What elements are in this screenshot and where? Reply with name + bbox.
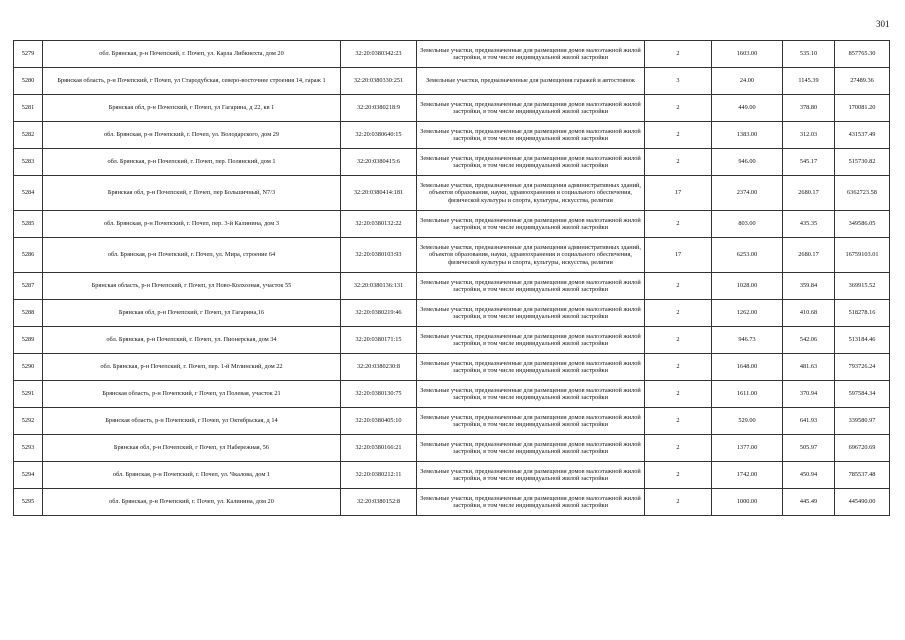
land-use-cell: Земельные участки, предназначенные для размещения домов малоэтажной жилой застройки, в том числе индивидуальной жилой застройки	[417, 273, 645, 300]
land-use-cell: Земельные участки, предназначенные для размещения административных зданий, объектов образования, науки, здравоохранения и социального обеспечения, физической культуры и спорта, культуры, искусства, религии	[417, 238, 645, 273]
cadastral-number-cell: 32:20:0380136:131	[341, 273, 417, 300]
table-row	[14, 41, 890, 68]
land-use-cell: Земельные участки, предназначенные для размещения домов малоэтажной жилой застройки, в том числе индивидуальной жилой застройки	[417, 211, 645, 238]
area-cell: 1648.00	[712, 354, 783, 381]
cadastral-value-cell: 349586.05	[835, 211, 890, 238]
specific-value-cell: 445.49	[783, 489, 835, 516]
use-group-cell: 2	[645, 273, 712, 300]
area-cell: 1000.00	[712, 489, 783, 516]
address-cell: Брянская обл, р-н Почепский, г Почеп, ул Гагарина, д 22, кв 1	[43, 95, 341, 122]
cadastral-number-cell: 32:20:0380415:6	[341, 149, 417, 176]
specific-value-cell: 435.35	[783, 211, 835, 238]
specific-value-cell: 410.68	[783, 300, 835, 327]
cadastral-number-cell: 32:20:0380640:15	[341, 122, 417, 149]
specific-value-cell: 359.84	[783, 273, 835, 300]
cadastral-value-cell: 27489.36	[835, 68, 890, 95]
address-cell: Брянская обл, р-н Почепский, г Почеп, ул Гагарина,16	[43, 300, 341, 327]
row-number-cell: 5280	[14, 68, 43, 95]
row-number-cell: 5295	[14, 489, 43, 516]
specific-value-cell: 535.10	[783, 41, 835, 68]
land-use-cell: Земельные участки, предназначенные для размещения гаражей и автостоянок	[417, 68, 645, 95]
use-group-cell: 2	[645, 489, 712, 516]
cadastral-value-cell: 515730.82	[835, 149, 890, 176]
cadastral-number-cell: 32:20:0380405:10	[341, 408, 417, 435]
table-row	[14, 354, 890, 381]
address-cell: обл. Брянская, р-н Почепский, г. Почеп, ул. Володарского, дом 29	[43, 122, 341, 149]
address-cell: Брянская область, р-н Почепский, г Почеп, ул Ново-Колхозная, участок 55	[43, 273, 341, 300]
row-number-cell: 5282	[14, 122, 43, 149]
land-use-cell: Земельные участки, предназначенные для размещения домов малоэтажной жилой застройки, в том числе индивидуальной жилой застройки	[417, 435, 645, 462]
use-group-cell: 2	[645, 122, 712, 149]
use-group-cell: 2	[645, 149, 712, 176]
specific-value-cell: 1145.39	[783, 68, 835, 95]
cadastral-number-cell: 32:20:0380166:21	[341, 435, 417, 462]
row-number-cell: 5284	[14, 176, 43, 211]
use-group-cell: 3	[645, 68, 712, 95]
use-group-cell: 2	[645, 211, 712, 238]
cadastral-number-cell: 32:20:0380230:8	[341, 354, 417, 381]
address-cell: Брянская область, р-н Почепский, г Почеп, ул Полевая, участок 21	[43, 381, 341, 408]
cadastral-value-cell: 857765.30	[835, 41, 890, 68]
cadastral-number-cell: 32:20:0380330:251	[341, 68, 417, 95]
specific-value-cell: 370.94	[783, 381, 835, 408]
cadastral-value-cell: 518278.16	[835, 300, 890, 327]
cadastral-value-cell: 6362723.58	[835, 176, 890, 211]
cadastral-value-cell: 785537.48	[835, 462, 890, 489]
address-cell: обл. Брянская, р-н Почепский, г. Почеп, ул. Мира, строение 64	[43, 238, 341, 273]
area-cell: 1611.00	[712, 381, 783, 408]
row-number-cell: 5281	[14, 95, 43, 122]
area-cell: 1603.00	[712, 41, 783, 68]
address-cell: обл. Брянская, р-н Почепский, г. Почеп, ул. Чкалова, дом 1	[43, 462, 341, 489]
specific-value-cell: 2680.17	[783, 238, 835, 273]
table-row	[14, 68, 890, 95]
cadastral-value-cell: 696720.69	[835, 435, 890, 462]
address-cell: обл. Брянская, р-н Почепский, г. Почеп, пер. 1-й Мглинский, дом 22	[43, 354, 341, 381]
area-cell: 449.00	[712, 95, 783, 122]
cadastral-number-cell: 32:20:0380219:46	[341, 300, 417, 327]
table-row	[14, 381, 890, 408]
specific-value-cell: 378.80	[783, 95, 835, 122]
table-row	[14, 300, 890, 327]
cadastral-number-cell: 32:20:0380103:93	[341, 238, 417, 273]
table-row	[14, 122, 890, 149]
use-group-cell: 2	[645, 408, 712, 435]
land-use-cell: Земельные участки, предназначенные для размещения домов малоэтажной жилой застройки, в том числе индивидуальной жилой застройки	[417, 489, 645, 516]
land-use-cell: Земельные участки, предназначенные для размещения домов малоэтажной жилой застройки, в том числе индивидуальной жилой застройки	[417, 95, 645, 122]
land-use-cell: Земельные участки, предназначенные для размещения домов малоэтажной жилой застройки, в том числе индивидуальной жилой застройки	[417, 41, 645, 68]
area-cell: 1377.00	[712, 435, 783, 462]
use-group-cell: 2	[645, 41, 712, 68]
specific-value-cell: 641.93	[783, 408, 835, 435]
row-number-cell: 5290	[14, 354, 43, 381]
cadastral-value-cell: 597584.34	[835, 381, 890, 408]
row-number-cell: 5279	[14, 41, 43, 68]
use-group-cell: 2	[645, 381, 712, 408]
address-cell: Брянская область, р-н Почепский, г Почеп, ул Стародубская, северо-восточнее строения 14, гараж 1	[43, 68, 341, 95]
land-use-cell: Земельные участки, предназначенные для размещения домов малоэтажной жилой застройки, в том числе индивидуальной жилой застройки	[417, 462, 645, 489]
specific-value-cell: 2680.17	[783, 176, 835, 211]
area-cell: 2374.00	[712, 176, 783, 211]
land-use-cell: Земельные участки, предназначенные для размещения домов малоэтажной жилой застройки, в том числе индивидуальной жилой застройки	[417, 408, 645, 435]
area-cell: 1383.00	[712, 122, 783, 149]
table-row	[14, 211, 890, 238]
address-cell: Брянская обл, р-н Почепский, г Почеп, ул Набережная, 56	[43, 435, 341, 462]
cadastral-value-cell: 431537.49	[835, 122, 890, 149]
row-number-cell: 5292	[14, 408, 43, 435]
specific-value-cell: 542.06	[783, 327, 835, 354]
row-number-cell: 5291	[14, 381, 43, 408]
address-cell: обл. Брянская, р-н Почепский, г. Почеп, ул. Карла Либкнехта, дом 20	[43, 41, 341, 68]
cadastral-number-cell: 32:20:0380342:23	[341, 41, 417, 68]
use-group-cell: 17	[645, 176, 712, 211]
use-group-cell: 2	[645, 327, 712, 354]
use-group-cell: 2	[645, 462, 712, 489]
row-number-cell: 5293	[14, 435, 43, 462]
table-row	[14, 273, 890, 300]
cadastral-number-cell: 32:20:0380414:181	[341, 176, 417, 211]
cadastral-value-cell: 16759103.01	[835, 238, 890, 273]
specific-value-cell: 545.17	[783, 149, 835, 176]
land-use-cell: Земельные участки, предназначенные для размещения домов малоэтажной жилой застройки, в том числе индивидуальной жилой застройки	[417, 149, 645, 176]
area-cell: 803.00	[712, 211, 783, 238]
land-use-cell: Земельные участки, предназначенные для размещения домов малоэтажной жилой застройки, в том числе индивидуальной жилой застройки	[417, 354, 645, 381]
row-number-cell: 5285	[14, 211, 43, 238]
land-use-cell: Земельные участки, предназначенные для размещения административных зданий, объектов образования, науки, здравоохранения и социального обеспечения, физической культуры и спорта, культуры, искусства, религии	[417, 176, 645, 211]
use-group-cell: 2	[645, 95, 712, 122]
address-cell: Брянская область, р-н Почепский, г Почеп, ул Октябрьская, д 14	[43, 408, 341, 435]
cadastral-value-cell: 170081.20	[835, 95, 890, 122]
row-number-cell: 5283	[14, 149, 43, 176]
specific-value-cell: 450.94	[783, 462, 835, 489]
table-row	[14, 435, 890, 462]
area-cell: 946.00	[712, 149, 783, 176]
table-row	[14, 176, 890, 211]
cadastral-number-cell: 32:20:0380132:22	[341, 211, 417, 238]
area-cell: 946.73	[712, 327, 783, 354]
cadastral-value-cell: 339580.97	[835, 408, 890, 435]
cadastral-number-cell: 32:20:0380152:8	[341, 489, 417, 516]
area-cell: 529.00	[712, 408, 783, 435]
row-number-cell: 5294	[14, 462, 43, 489]
area-cell: 6253.00	[712, 238, 783, 273]
table-row	[14, 149, 890, 176]
area-cell: 1742.00	[712, 462, 783, 489]
table-body	[14, 41, 890, 516]
area-cell: 24.00	[712, 68, 783, 95]
area-cell: 1028.00	[712, 273, 783, 300]
land-use-cell: Земельные участки, предназначенные для размещения домов малоэтажной жилой застройки, в том числе индивидуальной жилой застройки	[417, 300, 645, 327]
cadastral-value-cell: 369915.52	[835, 273, 890, 300]
use-group-cell: 17	[645, 238, 712, 273]
specific-value-cell: 312.03	[783, 122, 835, 149]
use-group-cell: 2	[645, 354, 712, 381]
table-row	[14, 408, 890, 435]
cadastral-number-cell: 32:20:0380212:11	[341, 462, 417, 489]
land-use-cell: Земельные участки, предназначенные для размещения домов малоэтажной жилой застройки, в том числе индивидуальной жилой застройки	[417, 122, 645, 149]
area-cell: 1262.00	[712, 300, 783, 327]
address-cell: обл. Брянская, р-н Почепский, г. Почеп, ул. Калинина, дом 20	[43, 489, 341, 516]
table-row	[14, 327, 890, 354]
address-cell: обл. Брянская, р-н Почепский, г. Почеп, ул. Пионерская, дом 34	[43, 327, 341, 354]
cadastral-value-cell: 445490.00	[835, 489, 890, 516]
land-use-cell: Земельные участки, предназначенные для размещения домов малоэтажной жилой застройки, в том числе индивидуальной жилой застройки	[417, 327, 645, 354]
cadastral-register-table	[13, 40, 890, 516]
specific-value-cell: 481.63	[783, 354, 835, 381]
row-number-cell: 5286	[14, 238, 43, 273]
row-number-cell: 5288	[14, 300, 43, 327]
address-cell: обл. Брянская, р-н Почепский, г. Почеп, пер. Полянский, дом 1	[43, 149, 341, 176]
table-row	[14, 238, 890, 273]
use-group-cell: 2	[645, 300, 712, 327]
use-group-cell: 2	[645, 435, 712, 462]
table-row	[14, 489, 890, 516]
cadastral-value-cell: 793726.24	[835, 354, 890, 381]
address-cell: Брянская обл, р-н Почепский, г Почеп, пер Большичный, N7/3	[43, 176, 341, 211]
page-number: 301	[876, 19, 890, 29]
address-cell: обл. Брянская, р-н Почепский, г. Почеп, пер. 3-й Калинина, дом 3	[43, 211, 341, 238]
cadastral-number-cell: 32:20:0380218:9	[341, 95, 417, 122]
row-number-cell: 5287	[14, 273, 43, 300]
land-use-cell: Земельные участки, предназначенные для размещения домов малоэтажной жилой застройки, в том числе индивидуальной жилой застройки	[417, 381, 645, 408]
cadastral-value-cell: 513184.46	[835, 327, 890, 354]
cadastral-number-cell: 32:20:0380171:15	[341, 327, 417, 354]
cadastral-number-cell: 32:20:0380130:75	[341, 381, 417, 408]
specific-value-cell: 505.97	[783, 435, 835, 462]
table-row	[14, 95, 890, 122]
row-number-cell: 5289	[14, 327, 43, 354]
table-row	[14, 462, 890, 489]
